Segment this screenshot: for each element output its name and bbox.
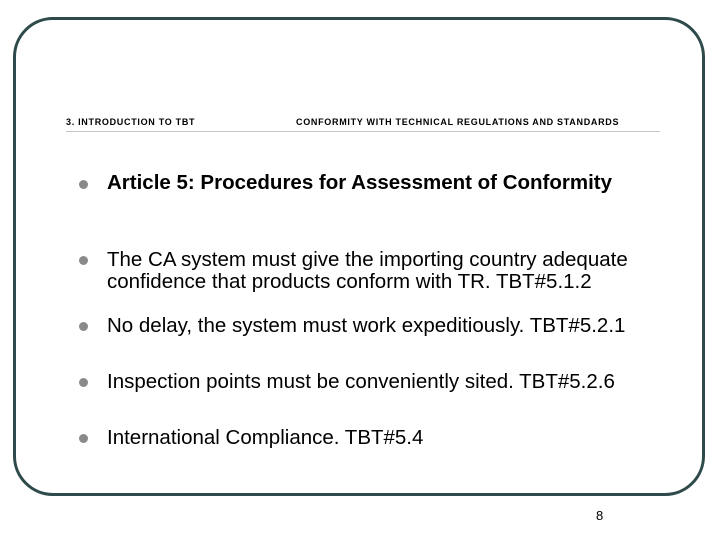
list-item: Inspection points must be conveniently sited. TBT#5.2.6 bbox=[107, 370, 615, 393]
bullet-icon bbox=[79, 434, 88, 443]
section-header: 3. INTRODUCTION TO TBT bbox=[66, 117, 196, 127]
list-item: The CA system must give the importing country adequate confidence that products conform with TR. TBT#5.1.2 bbox=[107, 248, 628, 293]
topic-header: CONFORMITY WITH TECHNICAL REGULATIONS AND STANDARDS bbox=[296, 117, 620, 127]
article-heading: Article 5: Procedures for Assessment of Conformity bbox=[107, 171, 613, 194]
list-item: International Compliance. TBT#5.4 bbox=[107, 426, 424, 449]
page-number: 8 bbox=[596, 508, 604, 523]
list-item: No delay, the system must work expeditiously. TBT#5.2.1 bbox=[107, 314, 626, 337]
bullet-icon bbox=[79, 322, 88, 331]
bullet-icon bbox=[79, 180, 88, 189]
bullet-icon bbox=[79, 378, 88, 387]
bullet-icon bbox=[79, 256, 88, 265]
